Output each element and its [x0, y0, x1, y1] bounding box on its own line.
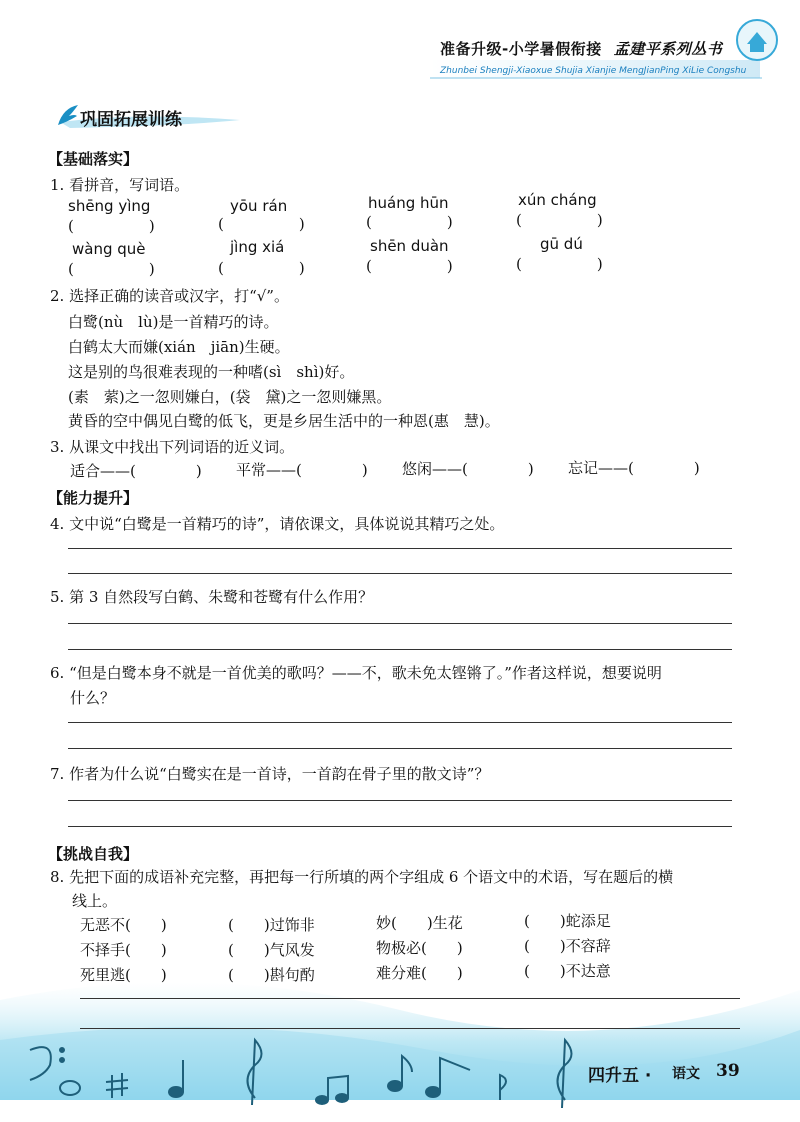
q1-pinyin: jìng xiá: [230, 238, 285, 256]
q3-item[interactable]: 适合——( ): [70, 462, 202, 480]
footer-subject: 语文: [672, 1066, 700, 1082]
q3-item[interactable]: 忘记——( ): [568, 459, 700, 477]
q8-prompt: 8. 先把下面的成语补充完整，再把每一行所填的两个字组成 6 个语文中的术语，写在题后的横: [50, 868, 674, 886]
q2-line: 黄昏的空中偶见白鹭的低飞，更是乡居生活中的一种恩(惠 慧)。: [68, 412, 500, 430]
idiom-item[interactable]: ( )不容辞: [524, 937, 611, 955]
answer-line[interactable]: [68, 800, 732, 801]
q1-pinyin: wàng què: [72, 240, 146, 258]
answer-blank[interactable]: ( ): [68, 217, 155, 235]
q6-prompt: 6. “但是白鹭本身不就是一首优美的歌吗？——不，歌未免太铿锵了。”作者这样说，想要说明: [50, 664, 662, 682]
answer-blank[interactable]: ( ): [366, 257, 453, 275]
answer-blank[interactable]: ( ): [218, 215, 305, 233]
answer-line[interactable]: [68, 649, 732, 650]
answer-line[interactable]: [68, 573, 732, 574]
section-basic: 【基础落实】: [48, 150, 139, 168]
answer-blank[interactable]: ( ): [366, 213, 453, 231]
q1-pinyin: xún cháng: [518, 191, 597, 209]
section-challenge: 【挑战自我】: [48, 845, 139, 863]
idiom-item[interactable]: ( )过饰非: [228, 916, 315, 934]
idiom-item[interactable]: 难分难( ): [376, 964, 463, 982]
q6-prompt-continued: 什么？: [70, 689, 116, 707]
q1-pinyin: gū dú: [540, 235, 583, 253]
idiom-item[interactable]: 物极必( ): [376, 939, 463, 957]
q8-prompt-continued: 线上。: [72, 892, 118, 910]
q2-line: 白鹤太大而嫌(xián jiān)生硬。: [68, 338, 290, 356]
q2-line: (素 萦)之一忽则嫌白，(袋 黛)之一忽则嫌黑。: [68, 388, 392, 406]
answer-line[interactable]: [68, 826, 732, 827]
q4-prompt: 4. 文中说“白鹭是一首精巧的诗”，请依课文，具体说说其精巧之处。: [50, 515, 505, 533]
q1-pinyin: huáng hūn: [368, 194, 449, 212]
series-title: [440, 38, 722, 59]
idiom-item[interactable]: 无恶不( ): [80, 916, 167, 934]
q5-prompt: 5. 第 3 自然段写白鹤、朱鹭和苍鹭有什么作用？: [50, 588, 374, 606]
section-ability: 【能力提升】: [48, 489, 139, 507]
series-title-text: 准备升级-小学暑假衔接: [440, 40, 602, 58]
answer-line[interactable]: [68, 748, 732, 749]
series-pinyin: Zhunbei Shengji-Xiaoxue Shujia Xianjie MengJianPing XiLie Congshu: [440, 66, 747, 76]
page-number: 39: [716, 1061, 740, 1081]
answer-blank[interactable]: ( ): [516, 255, 603, 273]
idiom-item[interactable]: ( )不达意: [524, 962, 611, 980]
q2-prompt: 2. 选择正确的读音或汉字，打“√”。: [50, 287, 289, 305]
q1-pinyin: shēng yìng: [68, 197, 151, 215]
idiom-item[interactable]: 妙( )生花: [376, 914, 463, 932]
leaf-icon: [55, 102, 81, 132]
q3-item[interactable]: 平常——( ): [236, 461, 368, 479]
q3-item[interactable]: 悠闲——( ): [402, 460, 534, 478]
q1-prompt: 1. 看拼音，写词语。: [50, 176, 190, 194]
q1-pinyin: yōu rán: [230, 197, 288, 215]
q1-pinyin: shēn duàn: [370, 237, 449, 255]
idiom-item[interactable]: ( )气风发: [228, 941, 315, 959]
series-brand: 孟建平系列丛书: [613, 40, 723, 58]
footer-grade: 四升五 ·: [588, 1066, 652, 1086]
music-notes-icon: [0, 1020, 600, 1110]
answer-blank[interactable]: ( ): [218, 259, 305, 277]
section-title: 巩固拓展训练: [80, 110, 182, 130]
answer-line[interactable]: [68, 623, 732, 624]
idiom-item[interactable]: ( )斟句酌: [228, 966, 315, 984]
answer-line[interactable]: [68, 722, 732, 723]
answer-line[interactable]: [68, 548, 732, 549]
idiom-item[interactable]: 死里逃( ): [80, 966, 167, 984]
q2-line: 这是别的鸟很难表现的一种嗜(sì shì)好。: [68, 363, 355, 381]
idiom-item[interactable]: ( )蛇添足: [524, 912, 611, 930]
q7-prompt: 7. 作者为什么说“白鹭实在是一首诗，一首韵在骨子里的散文诗”？: [50, 765, 490, 783]
answer-blank[interactable]: ( ): [68, 260, 155, 278]
answer-blank[interactable]: ( ): [516, 211, 603, 229]
q2-line: 白鹭(nù lù)是一首精巧的诗。: [68, 313, 279, 331]
publisher-logo-icon: [735, 18, 779, 62]
q3-prompt: 3. 从课文中找出下列词语的近义词。: [50, 438, 295, 456]
idiom-item[interactable]: 不择手( ): [80, 941, 167, 959]
answer-line[interactable]: [80, 998, 740, 999]
